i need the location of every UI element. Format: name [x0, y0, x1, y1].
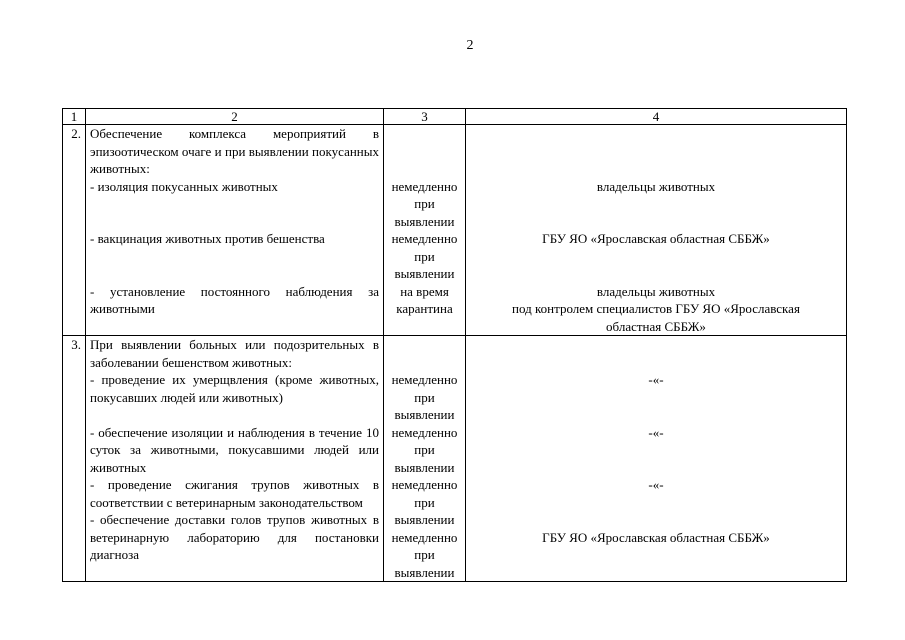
header-cell: 3: [384, 109, 466, 125]
deadline-cell: [384, 336, 466, 582]
header-cell: 2: [86, 109, 384, 125]
measure-title: Обеспечение комплекса мероприятий в эпизоотическом очаге и при выявлении покусанных животных:: [90, 126, 379, 176]
measure-item: - обеспечение изоляции и наблюдения в течение 10 суток за животными, покусавшими людей или животных: [90, 424, 379, 475]
responsible: -«-: [648, 372, 664, 387]
measure-item: - проведение их умерщвления (кроме животных, покусавших людей или животных): [90, 372, 379, 405]
measure-item: - установление постоянного наблюдения за животными: [90, 283, 379, 316]
deadline: немедленно при выявлении: [391, 178, 458, 229]
deadline: немедленно при выявлении: [391, 231, 458, 281]
responsible: ГБУ ЯО «Ярославская областная СББЖ»: [542, 231, 770, 246]
measure-item: - проведение сжигания трупов животных в соответствии с ветеринарным законодательством: [90, 477, 379, 510]
row-number: 2.: [63, 125, 86, 336]
table-row: [63, 336, 847, 582]
deadline: немедленно при выявлении: [391, 529, 458, 580]
responsible: -«-: [648, 424, 664, 440]
responsible: -«-: [648, 477, 664, 492]
measure-description-cell: [86, 125, 384, 336]
deadline: немедленно при выявлении: [391, 372, 458, 422]
deadline: немедленно при выявлении: [391, 424, 458, 475]
table-header-row: [63, 109, 847, 125]
measure-item: - обеспечение доставки голов трупов животных в ветеринарную лабораторию для постановки диагноза: [90, 512, 379, 562]
header-cell: 1: [63, 109, 86, 125]
responsible-cell: [466, 125, 847, 336]
responsible-cell: [466, 336, 847, 582]
measure-item: - вакцинация животных против бешенства: [90, 231, 325, 246]
measure-item: - изоляция покусанных животных: [90, 178, 278, 194]
header-cell: 4: [466, 109, 847, 125]
deadline: на время карантина: [396, 283, 453, 316]
deadline-cell: [384, 125, 466, 336]
measure-description-cell: [86, 336, 384, 582]
deadline: немедленно при выявлении: [391, 477, 458, 527]
measure-title: При выявлении больных или подозрительных в заболевании бешенством животных:: [90, 337, 379, 370]
page-number: 2: [466, 38, 474, 53]
responsible: владельцы животных под контролем специалистов ГБУ ЯО «Ярославская областная СББЖ»: [512, 283, 800, 334]
responsible: ГБУ ЯО «Ярославская областная СББЖ»: [542, 529, 770, 545]
table-row: [63, 125, 847, 336]
measures-table: [62, 108, 847, 582]
responsible: владельцы животных: [596, 178, 716, 194]
row-number: 3.: [63, 336, 86, 582]
